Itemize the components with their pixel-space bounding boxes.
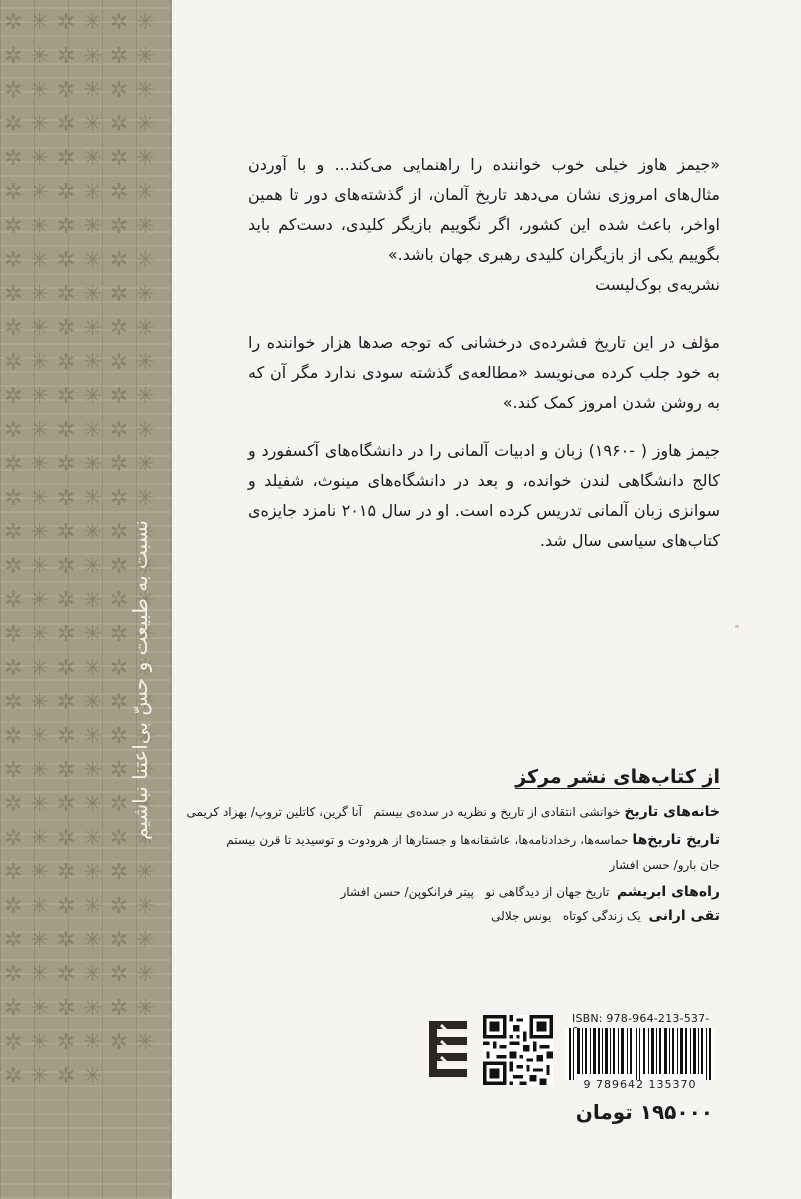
spine-vertical-text: نسبت به طبیعت و حسّ بی‌اعتنا نباشیم <box>128 520 152 840</box>
paper-speck <box>735 625 739 628</box>
related-books-heading: از کتاب‌های نشر مرکز <box>515 766 720 788</box>
quote-paragraph <box>248 150 720 300</box>
book-authors: پیتر فرانکوپن/ حسن افشار <box>340 885 474 899</box>
barcode-icon <box>565 1028 715 1080</box>
related-book-item <box>186 800 720 824</box>
book-title: تقی ارانی <box>648 908 720 924</box>
book-subtitle: تاریخ جهان از دیدگاهی نو <box>485 885 610 899</box>
related-book-item <box>232 904 720 928</box>
book-subtitle: حماسه‌ها، رخدادنامه‌ها، عاشقانه‌ها و جستارها از هرودوت و توسیدید تا قرن بیستم <box>226 833 629 847</box>
quote-text: «جیمز هاوز خیلی خوب خواننده را راهنمایی می‌کند... و با آوردن مثال‌های امروزی نشان می‌دهد تاریخ آلمان، از گذشته‌های دور تا همین اواخر، باعث شده این کشور، اگر نگوییم بازیگر کلیدی، دست‌کم باید بگوییم یکی از بازیگران کلیدی رهبری جهان باشد.» <box>248 155 720 264</box>
related-book-item <box>232 880 720 904</box>
book-authors: یونس جلالی <box>491 909 552 923</box>
related-book-authors-line <box>232 853 720 877</box>
price-label: ۱۹۵۰۰۰ تومان <box>575 1100 713 1124</box>
book-authors: جان بارو/ حسن افشار <box>609 858 720 872</box>
bio-paragraph: جیمز هاوز ( -۱۹۶۰) زبان و ادبیات آلمانی را در دانشگاه‌های آکسفورد و کالج دانشگاهی لندن خوانده، و بعد در دانشگاه‌های مینوث، شفیلد و سوانزی زبان آلمانی تدریس کرده است. او در سال ۲۰۱۵ نامزد جایزه‌ی کتاب‌های سیاسی سال شد. <box>248 441 720 550</box>
related-book-item <box>226 828 720 852</box>
book-authors: آنا گرین، کاتلین تروپ/ بهزاد کریمی <box>186 805 362 819</box>
spine-pattern: ✲✳✲✳✲✳✲✳✲✳✲✳✲✳✲✳✲✳✲✳✲✳✲✳✲✳✲✳✲✳✲✳✲✳✲✳✲✳✲✳✲✳✲✳✲✳✲✳✲✳✲✳✲✳✲✳✲✳✲✳✲✳✲✳✲✳✲✳✲✳✲✳✲✳✲✳✲✳✲✳✲✳✲✳✲✳✲✳✲✳✲✳✲✳✲✳✲✳✲✳✲✳✲✳✲✳✲✳✲✳✲✳✲✳✲✳✲✳✲✳✲✳✲✳✲✳✲✳✲✳✲✳✲✳✲✳✲✳✲✳✲✳✲✳✲✳✲✳✲✳✲✳✲✳✲✳✲✳✲✳✲✳✲✳✲✳✲✳✲✳✲✳✲✳✲✳✲✳✲✳✲✳✲✳✲✳✲✳✲✳ <box>4 10 163 1089</box>
barcode-digits: 9 789642 135370 <box>583 1078 697 1091</box>
qr-code-icon <box>483 1015 553 1085</box>
book-title: راه‌های ابریشم <box>616 884 720 900</box>
author-note-paragraph: مؤلف در این تاریخ فشرده‌ی درخشانی که توجه صدها هزار خواننده را به خود جلب کرده می‌نویسد «مطالعه‌ی گذشته سودی ندارد مگر آن که به روشن شدن امروز کمک کند.» <box>248 333 720 412</box>
spine-panel <box>0 0 172 1199</box>
quote-source: نشریه‌ی بوک‌لیست <box>595 275 720 294</box>
book-subtitle: یک زندگی کوتاه <box>562 909 641 923</box>
book-subtitle: خوانشی انتقادی از تاریخ و نظریه در سده‌ی بیستم <box>373 805 621 819</box>
book-title: خانه‌های تاریخ <box>624 804 720 820</box>
publisher-logo-icon <box>423 1015 473 1083</box>
isbn-number: ISBN: 978-964-213-537- <box>572 1012 710 1025</box>
book-title: تاریخ تاریخ‌ها <box>632 832 720 848</box>
